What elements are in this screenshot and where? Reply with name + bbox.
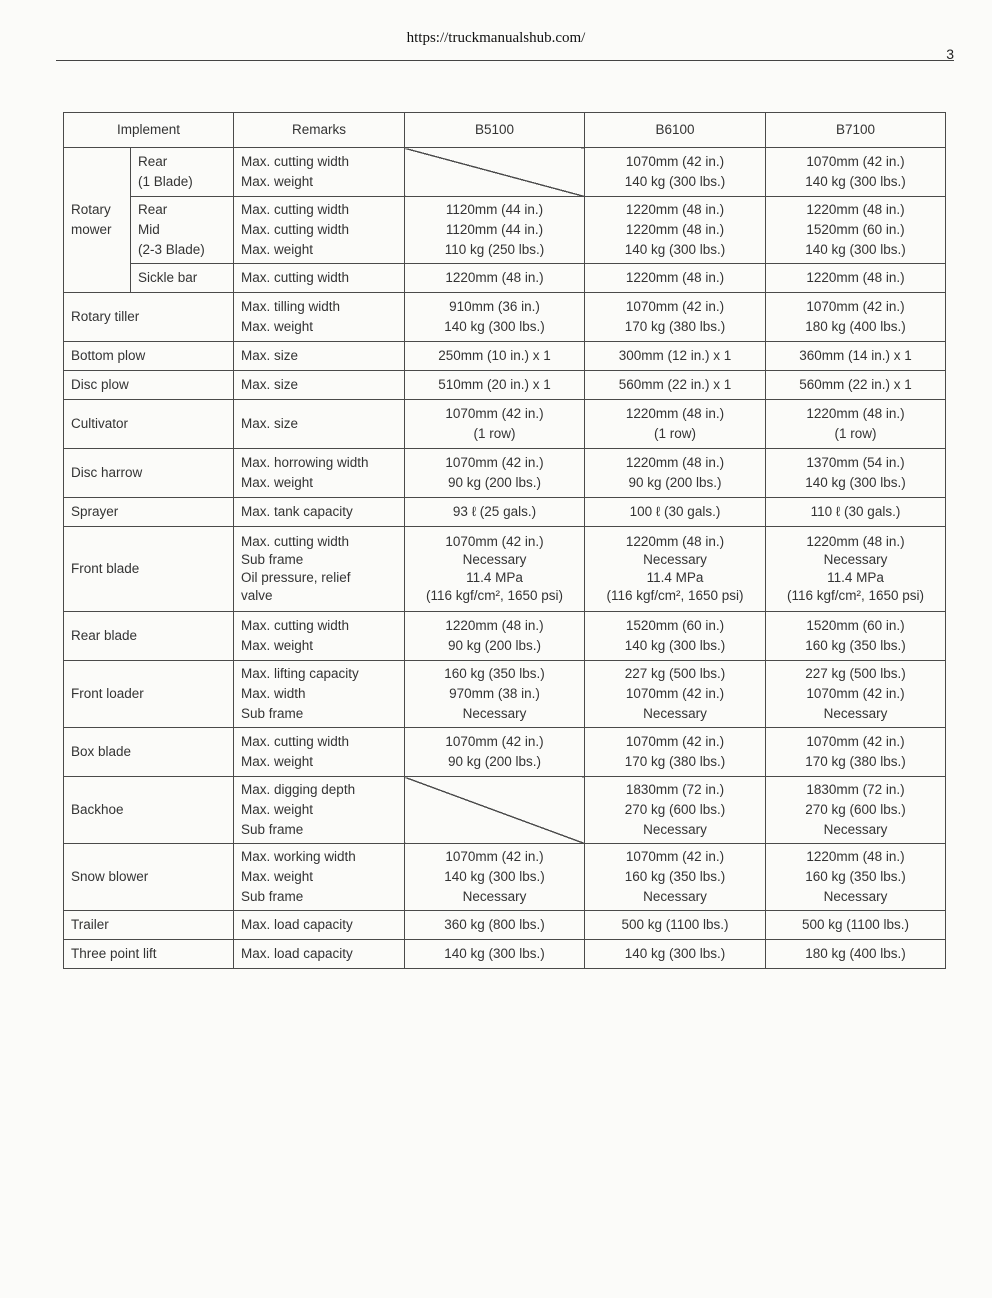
implement-cell: Trailer <box>64 911 234 940</box>
table-row <box>64 293 946 342</box>
b5100-cell: 1070mm (42 in.) 90 kg (200 lbs.) <box>405 449 585 498</box>
b7100-cell: 1070mm (42 in.) 140 kg (300 lbs.) <box>766 148 946 197</box>
b5100-cell: 360 kg (800 lbs.) <box>405 911 585 940</box>
implement-cell: Snow blower <box>64 844 234 911</box>
b6100-cell: 140 kg (300 lbs.) <box>585 940 766 969</box>
table-row <box>64 844 946 911</box>
remarks-cell: Max. cutting width Max. weight <box>234 612 405 661</box>
b6100-cell: 1070mm (42 in.) 170 kg (380 lbs.) <box>585 728 766 777</box>
table-row <box>64 400 946 449</box>
implement-cell: Three point lift <box>64 940 234 969</box>
b6100-cell: 1220mm (48 in.) 90 kg (200 lbs.) <box>585 449 766 498</box>
b6100-cell: 227 kg (500 lbs.) 1070mm (42 in.) Necessary <box>585 661 766 728</box>
remarks-cell: Max. horrowing width Max. weight <box>234 449 405 498</box>
table-row <box>64 342 946 371</box>
remarks-cell: Max. cutting width Max. cutting width Max. weight <box>234 197 405 264</box>
implement-cell: Disc plow <box>64 371 234 400</box>
b7100-cell: 180 kg (400 lbs.) <box>766 940 946 969</box>
header-rule <box>56 60 954 61</box>
header-b5100: B5100 <box>405 113 585 148</box>
header-b6100: B6100 <box>585 113 766 148</box>
b6100-cell: 1220mm (48 in.) Necessary 11.4 MPa (116 kgf/cm², 1650 psi) <box>585 527 766 612</box>
b5100-cell: 1070mm (42 in.) 90 kg (200 lbs.) <box>405 728 585 777</box>
implement-cell: Sprayer <box>64 498 234 527</box>
b5100-cell: 160 kg (350 lbs.) 970mm (38 in.) Necessary <box>405 661 585 728</box>
table-row <box>64 197 946 264</box>
implement-cell: Cultivator <box>64 400 234 449</box>
b6100-cell: 1830mm (72 in.) 270 kg (600 lbs.) Necessary <box>585 777 766 844</box>
b6100-cell: 500 kg (1100 lbs.) <box>585 911 766 940</box>
implement-cell: Bottom plow <box>64 342 234 371</box>
b7100-cell: 360mm (14 in.) x 1 <box>766 342 946 371</box>
remarks-cell: Max. size <box>234 400 405 449</box>
header-implement: Implement <box>64 113 234 148</box>
remarks-cell: Max. size <box>234 342 405 371</box>
b7100-cell: 1070mm (42 in.) 170 kg (380 lbs.) <box>766 728 946 777</box>
b6100-cell: 1070mm (42 in.) 170 kg (380 lbs.) <box>585 293 766 342</box>
sub-implement-cell: Rear Mid (2-3 Blade) <box>131 197 234 264</box>
table-row <box>64 612 946 661</box>
b7100-cell: 1830mm (72 in.) 270 kg (600 lbs.) Necessary <box>766 777 946 844</box>
b5100-cell: 1070mm (42 in.) 140 kg (300 lbs.) Necessary <box>405 844 585 911</box>
table-header-row <box>64 113 946 148</box>
table-row <box>64 264 946 293</box>
remarks-cell: Max. cutting width Max. weight <box>234 148 405 197</box>
implement-cell: Front loader <box>64 661 234 728</box>
remarks-cell: Max. tilling width Max. weight <box>234 293 405 342</box>
b5100-cell: 1070mm (42 in.) (1 row) <box>405 400 585 449</box>
implement-cell: Backhoe <box>64 777 234 844</box>
remarks-cell: Max. working width Max. weight Sub frame <box>234 844 405 911</box>
b6100-cell: 1070mm (42 in.) 140 kg (300 lbs.) <box>585 148 766 197</box>
b7100-cell: 1220mm (48 in.) 1520mm (60 in.) 140 kg (300 lbs.) <box>766 197 946 264</box>
implement-cell: Rotary tiller <box>64 293 234 342</box>
header-remarks: Remarks <box>234 113 405 148</box>
b7100-cell: 227 kg (500 lbs.) 1070mm (42 in.) Necessary <box>766 661 946 728</box>
b6100-cell: 100 ℓ (30 gals.) <box>585 498 766 527</box>
b6100-cell: 300mm (12 in.) x 1 <box>585 342 766 371</box>
b7100-cell: 1220mm (48 in.) Necessary 11.4 MPa (116 kgf/cm², 1650 psi) <box>766 527 946 612</box>
table-row <box>64 148 946 197</box>
implement-cell: Box blade <box>64 728 234 777</box>
b5100-cell: 1220mm (48 in.) 90 kg (200 lbs.) <box>405 612 585 661</box>
table-row <box>64 777 946 844</box>
source-url[interactable]: https://truckmanualshub.com/ <box>406 30 586 46</box>
implement-cell: Front blade <box>64 527 234 612</box>
b5100-cell: 140 kg (300 lbs.) <box>405 940 585 969</box>
b7100-cell: 1520mm (60 in.) 160 kg (350 lbs.) <box>766 612 946 661</box>
table-row <box>64 661 946 728</box>
table-row <box>64 940 946 969</box>
b5100-cell: 1220mm (48 in.) <box>405 264 585 293</box>
b5100-cell: 910mm (36 in.) 140 kg (300 lbs.) <box>405 293 585 342</box>
b6100-cell: 1070mm (42 in.) 160 kg (350 lbs.) Necessary <box>585 844 766 911</box>
sub-implement-cell: Sickle bar <box>131 264 234 293</box>
remarks-cell: Max. cutting width Max. weight <box>234 728 405 777</box>
header-b7100: B7100 <box>766 113 946 148</box>
implement-cell: Disc harrow <box>64 449 234 498</box>
table-row <box>64 449 946 498</box>
b7100-cell: 110 ℓ (30 gals.) <box>766 498 946 527</box>
table-row <box>64 498 946 527</box>
sub-implement-cell: Rear (1 Blade) <box>131 148 234 197</box>
b6100-cell: 560mm (22 in.) x 1 <box>585 371 766 400</box>
remarks-cell: Max. cutting width <box>234 264 405 293</box>
b5100-cell: 93 ℓ (25 gals.) <box>405 498 585 527</box>
b6100-cell: 1220mm (48 in.) <box>585 264 766 293</box>
b6100-cell: 1520mm (60 in.) 140 kg (300 lbs.) <box>585 612 766 661</box>
remarks-cell: Max. cutting width Sub frame Oil pressure, relief valve <box>234 527 405 612</box>
remarks-cell: Max. digging depth Max. weight Sub frame <box>234 777 405 844</box>
b7100-cell: 1220mm (48 in.) <box>766 264 946 293</box>
table-row <box>64 371 946 400</box>
implement-spec-table <box>63 112 946 969</box>
b5100-cell: 1070mm (42 in.) Necessary 11.4 MPa (116 kgf/cm², 1650 psi) <box>405 527 585 612</box>
b7100-cell: 560mm (22 in.) x 1 <box>766 371 946 400</box>
b5100-cell: 1120mm (44 in.) 1120mm (44 in.) 110 kg (250 lbs.) <box>405 197 585 264</box>
b6100-cell: 1220mm (48 in.) (1 row) <box>585 400 766 449</box>
remarks-cell: Max. lifting capacity Max. width Sub frame <box>234 661 405 728</box>
not-applicable-cell <box>405 148 585 197</box>
table-row <box>64 527 946 612</box>
table-row <box>64 911 946 940</box>
remarks-cell: Max. tank capacity <box>234 498 405 527</box>
not-applicable-cell <box>405 777 585 844</box>
b7100-cell: 500 kg (1100 lbs.) <box>766 911 946 940</box>
table-row <box>64 728 946 777</box>
implement-cell: Rotary mower <box>64 148 131 293</box>
b7100-cell: 1220mm (48 in.) (1 row) <box>766 400 946 449</box>
remarks-cell: Max. load capacity <box>234 940 405 969</box>
b7100-cell: 1070mm (42 in.) 180 kg (400 lbs.) <box>766 293 946 342</box>
b5100-cell: 250mm (10 in.) x 1 <box>405 342 585 371</box>
page-number: 3 <box>946 46 954 62</box>
b5100-cell: 510mm (20 in.) x 1 <box>405 371 585 400</box>
b6100-cell: 1220mm (48 in.) 1220mm (48 in.) 140 kg (300 lbs.) <box>585 197 766 264</box>
remarks-cell: Max. size <box>234 371 405 400</box>
remarks-cell: Max. load capacity <box>234 911 405 940</box>
implement-cell: Rear blade <box>64 612 234 661</box>
b7100-cell: 1370mm (54 in.) 140 kg (300 lbs.) <box>766 449 946 498</box>
b7100-cell: 1220mm (48 in.) 160 kg (350 lbs.) Necessary <box>766 844 946 911</box>
